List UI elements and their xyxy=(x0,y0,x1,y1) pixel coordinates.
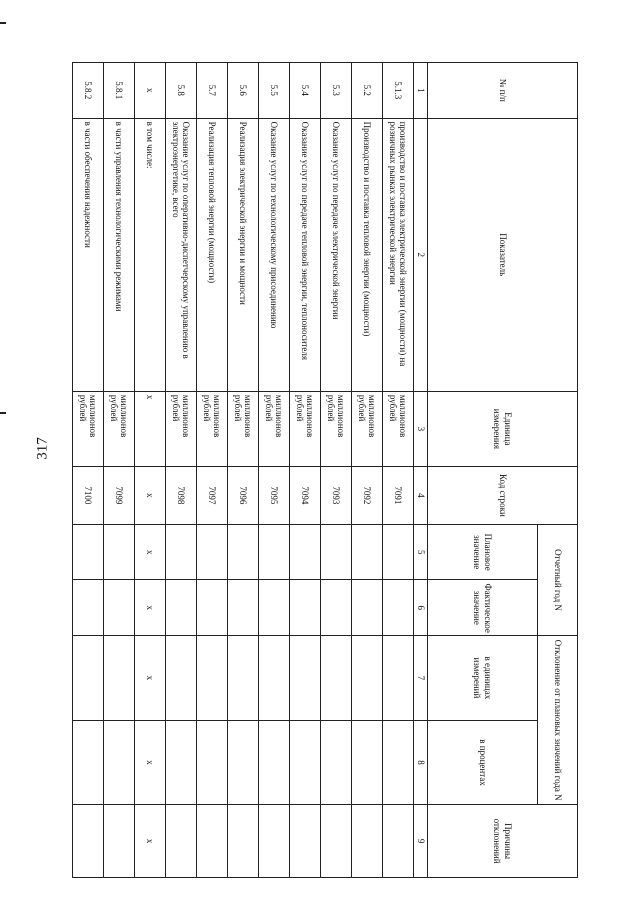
column-number: 7 xyxy=(414,636,428,721)
row-num: 5.4 xyxy=(290,63,321,119)
row-indicator: Реализация тепловой энергии (мощности) xyxy=(197,118,228,391)
row-dev-percent xyxy=(290,720,321,805)
row-actual xyxy=(73,580,104,636)
row-num: 5.5 xyxy=(259,63,290,119)
column-number: 8 xyxy=(414,720,428,805)
column-number: 3 xyxy=(414,391,428,466)
row-actual xyxy=(290,580,321,636)
row-reasons xyxy=(197,805,228,878)
row-unit: миллионов рублей xyxy=(259,391,290,466)
row-dev-units xyxy=(290,636,321,721)
row-dev-units xyxy=(73,636,104,721)
row-unit: миллионов рублей xyxy=(383,391,414,466)
row-planned xyxy=(104,524,135,580)
row-indicator: в части обеспечения надежности xyxy=(73,118,104,391)
row-num: 5.2 xyxy=(352,63,383,119)
row-dev-percent xyxy=(228,720,259,805)
row-num: 5.3 xyxy=(321,63,352,119)
header-planned: Плановое значение xyxy=(428,524,538,580)
row-dev-units xyxy=(321,636,352,721)
table-row xyxy=(352,63,383,878)
table-row xyxy=(383,63,414,878)
table-row xyxy=(290,63,321,878)
row-dev-units xyxy=(104,636,135,721)
header-deviation: Отклонение от плановых значений года N xyxy=(538,636,578,805)
column-number: 4 xyxy=(414,466,428,524)
row-unit: миллионов рублей xyxy=(73,391,104,466)
row-code: 7093 xyxy=(321,466,352,524)
row-code: 7098 xyxy=(166,466,197,524)
row-num: x xyxy=(135,63,166,119)
header-actual: Фактическое значение xyxy=(428,580,538,636)
row-reasons xyxy=(290,805,321,878)
row-indicator: Оказание услуг по передаче тепловой энергии, теплоносителя xyxy=(290,118,321,391)
report-table xyxy=(72,62,578,878)
table-row xyxy=(73,63,104,878)
scan-mark xyxy=(0,22,6,24)
row-code: 7091 xyxy=(383,466,414,524)
row-num: 5.7 xyxy=(197,63,228,119)
table-row xyxy=(259,63,290,878)
row-actual xyxy=(321,580,352,636)
column-number: 2 xyxy=(414,118,428,391)
row-unit: миллионов рублей xyxy=(290,391,321,466)
row-indicator: Производство и поставка тепловой энергии (мощности) xyxy=(352,118,383,391)
header-indicator: Показатель xyxy=(428,118,578,391)
row-dev-units xyxy=(383,636,414,721)
row-reasons xyxy=(259,805,290,878)
row-actual: x xyxy=(135,580,166,636)
header-dev-percent: в процентах xyxy=(428,720,538,805)
column-number: 9 xyxy=(414,805,428,878)
row-dev-units xyxy=(166,636,197,721)
table-row xyxy=(321,63,352,878)
row-indicator: Оказание услуг по передаче электрической энергии xyxy=(321,118,352,391)
row-actual xyxy=(166,580,197,636)
row-dev-percent xyxy=(104,720,135,805)
row-reasons xyxy=(321,805,352,878)
row-actual xyxy=(104,580,135,636)
row-dev-units xyxy=(197,636,228,721)
row-num: 5.8.1 xyxy=(104,63,135,119)
row-code: 7094 xyxy=(290,466,321,524)
row-code: 7096 xyxy=(228,466,259,524)
table-row xyxy=(228,63,259,878)
row-code: 7099 xyxy=(104,466,135,524)
row-dev-percent xyxy=(259,720,290,805)
row-reasons: x xyxy=(135,805,166,878)
row-indicator: в части управления технологическими режимами xyxy=(104,118,135,391)
row-actual xyxy=(228,580,259,636)
row-actual xyxy=(352,580,383,636)
row-code: 7097 xyxy=(197,466,228,524)
row-dev-percent xyxy=(321,720,352,805)
row-unit: миллионов рублей xyxy=(352,391,383,466)
row-planned xyxy=(383,524,414,580)
table-row xyxy=(135,63,166,878)
report-table-container xyxy=(73,62,578,877)
row-reasons xyxy=(352,805,383,878)
row-reasons xyxy=(73,805,104,878)
table-row xyxy=(197,63,228,878)
row-dev-percent xyxy=(166,720,197,805)
row-reasons xyxy=(228,805,259,878)
row-dev-percent xyxy=(197,720,228,805)
row-planned xyxy=(259,524,290,580)
row-planned xyxy=(166,524,197,580)
header-dev-units: в единицах измерений xyxy=(428,636,538,721)
header-num: № п/п xyxy=(428,63,578,119)
header-unit: Единица измерения xyxy=(428,391,578,466)
row-planned xyxy=(290,524,321,580)
row-code: x xyxy=(135,466,166,524)
column-number: 5 xyxy=(414,524,428,580)
column-number: 1 xyxy=(414,63,428,119)
column-number: 6 xyxy=(414,580,428,636)
table-row xyxy=(166,63,197,878)
page-number: 317 xyxy=(34,437,51,460)
row-planned xyxy=(197,524,228,580)
row-unit: x xyxy=(135,391,166,466)
row-unit: миллионов рублей xyxy=(197,391,228,466)
row-indicator: в том числе: xyxy=(135,118,166,391)
row-actual xyxy=(197,580,228,636)
row-indicator: производство и поставка электрической энергии (мощности) на розничных рынках электрической энергии xyxy=(383,118,414,391)
row-dev-units xyxy=(352,636,383,721)
row-actual xyxy=(259,580,290,636)
row-num: 5.6 xyxy=(228,63,259,119)
row-dev-units xyxy=(259,636,290,721)
row-indicator: Реализация электрической энергии и мощности xyxy=(228,118,259,391)
row-reasons xyxy=(104,805,135,878)
row-reasons xyxy=(383,805,414,878)
header-reasons: Причины отклонений xyxy=(428,805,578,878)
row-dev-percent xyxy=(383,720,414,805)
row-dev-percent xyxy=(73,720,104,805)
row-unit: миллионов рублей xyxy=(104,391,135,466)
row-code: 7095 xyxy=(259,466,290,524)
header-code: Код строки xyxy=(428,466,578,524)
row-num: 5.8 xyxy=(166,63,197,119)
row-dev-units: x xyxy=(135,636,166,721)
row-indicator: Оказание услуг по оперативно-диспетчерскому управлению в электроэнергетике, всего xyxy=(166,118,197,391)
row-unit: миллионов рублей xyxy=(321,391,352,466)
row-indicator: Оказание услуг по технологическому присоединению xyxy=(259,118,290,391)
row-actual xyxy=(383,580,414,636)
row-planned xyxy=(352,524,383,580)
table-row xyxy=(104,63,135,878)
row-dev-units xyxy=(228,636,259,721)
row-planned: x xyxy=(135,524,166,580)
row-planned xyxy=(73,524,104,580)
header-report-year: Отчетный год N xyxy=(538,524,578,635)
row-planned xyxy=(321,524,352,580)
row-unit: миллионов рублей xyxy=(166,391,197,466)
row-unit: миллионов рублей xyxy=(228,391,259,466)
row-num: 5.8.2 xyxy=(73,63,104,119)
row-dev-percent: x xyxy=(135,720,166,805)
scan-mark xyxy=(0,412,6,414)
row-dev-percent xyxy=(352,720,383,805)
row-num: 5.1.3 xyxy=(383,63,414,119)
row-planned xyxy=(228,524,259,580)
row-reasons xyxy=(166,805,197,878)
row-code: 7092 xyxy=(352,466,383,524)
row-code: 7100 xyxy=(73,466,104,524)
